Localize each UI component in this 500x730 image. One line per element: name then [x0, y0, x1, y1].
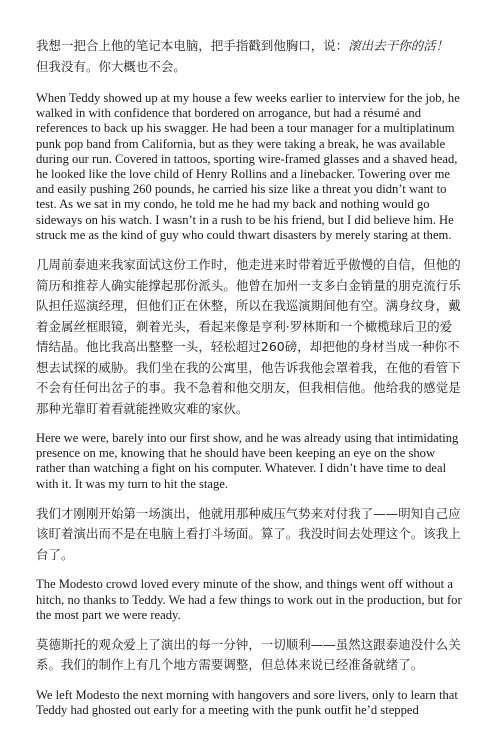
- paragraph-zh-4: 莫德斯托的观众爱上了演出的每一分钟，一切顺利——虽然这跟泰迪没什么关系。我们的制作上有几个地方需要调整，但总体来说已经准备就绪了。: [36, 636, 461, 673]
- paragraph-zh-3: 我们才刚刚开始第一场演出，他就用那种威压气势来对付我了——明知自己应该盯着演出而不是在电脑上看打斗场面。算了。我没时间去处理这个。该我上台了。: [36, 505, 461, 562]
- paragraph-zh-1-text: 我想一把合上他的笔记本电脑，把手指戳到他胸口，说：: [36, 38, 349, 53]
- paragraph-zh-2: 几周前泰迪来我家面试这份工作时，他走进来时带着近乎傲慢的自信，但他的简历和推荐人确实能撑起那份派头。他曾在加州一支多白金销量的朋克流行乐队担任巡演经理，但他们正在休整，所以在我巡演期间他有空。满身纹身，戴着金属丝框眼镜，剃着光头，看起来像是亨利·罗林斯和一个橄榄球后卫的爱情结晶。他比我高出整整一头，轻松超过260磅，却把他的身材当成一种你不想去试探的威胁。我们坐在我的公寓里，他告诉我他会罩着我，在他的看管下不会有任何出岔子的事。我不急着和他交朋友，但我相信他。他给我的感觉是那种光靠盯着看就能挫败灾难的家伙。: [36, 257, 461, 416]
- paragraph-zh-1: [36, 36, 464, 77]
- paragraph-en-2: Here we were, barely into our first show, and he was already using that intimidating presence on me, knowing that he should have been keeping an eye on the show rather than watching a fight on his computer. Whatever. I didn’t have time to deal with it. It was my turn to hit the stage.: [36, 431, 459, 491]
- paragraph-en-1: When Teddy showed up at my house a few weeks earlier to interview for the job, he walked in with confidence that bordered on arrogance, but had a résumé and references to back up his swagger. He had been a tour manager for a multiplatinum punk pop band from California, but as they were taking a break, he was available during our run. Covered in tattoos, sporting wire-framed glasses and a shaved head, he looked like the love child of Henry Rollins and a linebacker. Towering over me and easily pushing 260 pounds, he carried his size like a threat you didn’t want to test. As we sat in my condo, he told me he had my back and nothing would go sideways on his watch. I wasn’t in a rush to be his friend, but I did believe him. He struck me as the kind of guy who could thwart disasters by merely staring at them.: [36, 91, 460, 242]
- paragraph-en-4: We left Modesto the next morning with hangovers and sore livers, only to learn that Teddy had ghosted out early for a meeting with the punk outfit he’d stepped: [36, 687, 458, 718]
- paragraph-zh-1-italic: 滚出去干你的活！: [348, 38, 449, 53]
- paragraph-zh-1-tail: 但我没有。你大概也不会。: [36, 58, 186, 74]
- document-page: [36, 36, 464, 730]
- paragraph-en-3: The Modesto crowd loved every minute of the show, and things went off without a hitch, no thanks to Teddy. We had a few things to work out in the production, but for the most part we were ready.: [36, 577, 462, 622]
